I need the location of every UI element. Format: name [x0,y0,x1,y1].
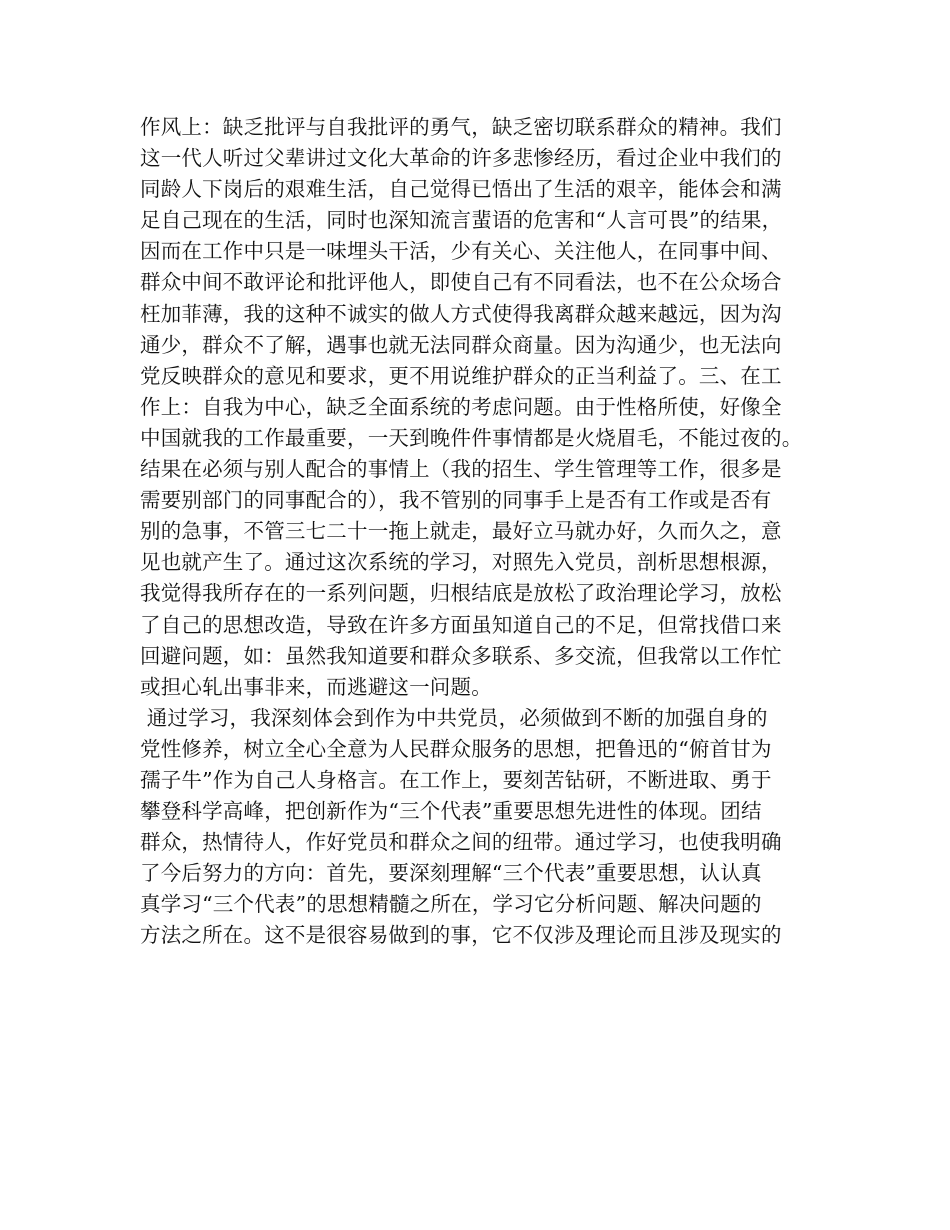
text-line: 了今后努力的方向：首先，要深刻理解“三个代表”重要思想，认认真 [140,861,762,886]
text-line: 党反映群众的意见和要求，更不用说维护群众的正当利益了。三、在工 [140,363,782,388]
text-line: 中国就我的工作最重要，一天到晚件件事情都是火烧眉毛，不能过夜的。 [140,425,803,450]
text-line: 别的急事，不管三七二十一拖上就走，最好立马就办好，久而久之，意 [140,519,782,544]
text-line: 群众，热情待人，作好党员和群众之间的纽带。通过学习，也使我明确 [140,830,782,855]
text-line: 孺子牛”作为自己人身格言。在工作上，要刻苦钻研，不断进取、勇于 [140,767,772,792]
text-line: 结果在必须与别人配合的事情上（我的招生、学生管理等工作，很多是 [140,457,782,482]
text-line: 通过学习，我深刻体会到作为中共党员，必须做到不断的加强自身的 [140,705,768,730]
text-line: 需要别部门的同事配合的），我不管别的同事手上是否有工作或是否有 [140,488,772,513]
text-line: 见也就产生了。通过这次系统的学习，对照先入党员，剖析思想根源， [140,550,782,575]
text-line: 了自己的思想改造，导致在许多方面虽知道自己的不足，但常找借口来 [140,612,782,637]
text-line: 党性修养，树立全心全意为人民群众服务的思想，把鲁迅的“俯首甘为 [140,736,772,761]
text-line: 通少，群众不了解，遇事也就无法同群众商量。因为沟通少，也无法向 [140,332,782,357]
text-line: 作风上：缺乏批评与自我批评的勇气，缺乏密切联系群众的精神。我们 [140,115,782,139]
text-line: 群众中间不敢评论和批评他人，即使自己有不同看法，也不在公众场合 [140,270,782,295]
text-line: 回避问题，如：虽然我知道要和群众多联系、多交流，但我常以工作忙 [140,643,782,668]
text-line: 我觉得我所存在的一系列问题，归根结底是放松了政治理论学习，放松 [140,581,782,606]
text-line: 方法之所在。这不是很容易做到的事，它不仅涉及理论而且涉及现实的 [140,923,782,948]
text-line: 作上：自我为中心，缺乏全面系统的考虑问题。由于性格所使，好像全 [140,394,782,419]
text-line: 或担心轧出事非来，而逃避这一问题。 [140,674,492,699]
text-line: 因而在工作中只是一味埋头干活，少有关心、关注他人，在同事中间、 [140,239,782,264]
text-line: 这一代人听过父辈讲过文化大革命的许多悲惨经历，看过企业中我们的 [140,146,782,171]
text-line: 攀登科学高峰，把创新作为“三个代表”重要思想先进性的体现。团结 [140,799,762,824]
text-line: 真学习“三个代表”的思想精髓之所在，学习它分析问题、解决问题的 [140,892,762,917]
body-text [140,112,830,952]
text-line: 足自己现在的生活，同时也深知流言蜚语的危害和“人言可畏”的结果， [140,208,783,233]
text-line: 同龄人下岗后的艰难生活，自己觉得已悟出了生活的艰辛，能体会和满 [140,177,782,202]
text-line: 枉加菲薄，我的这种不诚实的做人方式使得我离群众越来越远，因为沟 [140,301,782,326]
